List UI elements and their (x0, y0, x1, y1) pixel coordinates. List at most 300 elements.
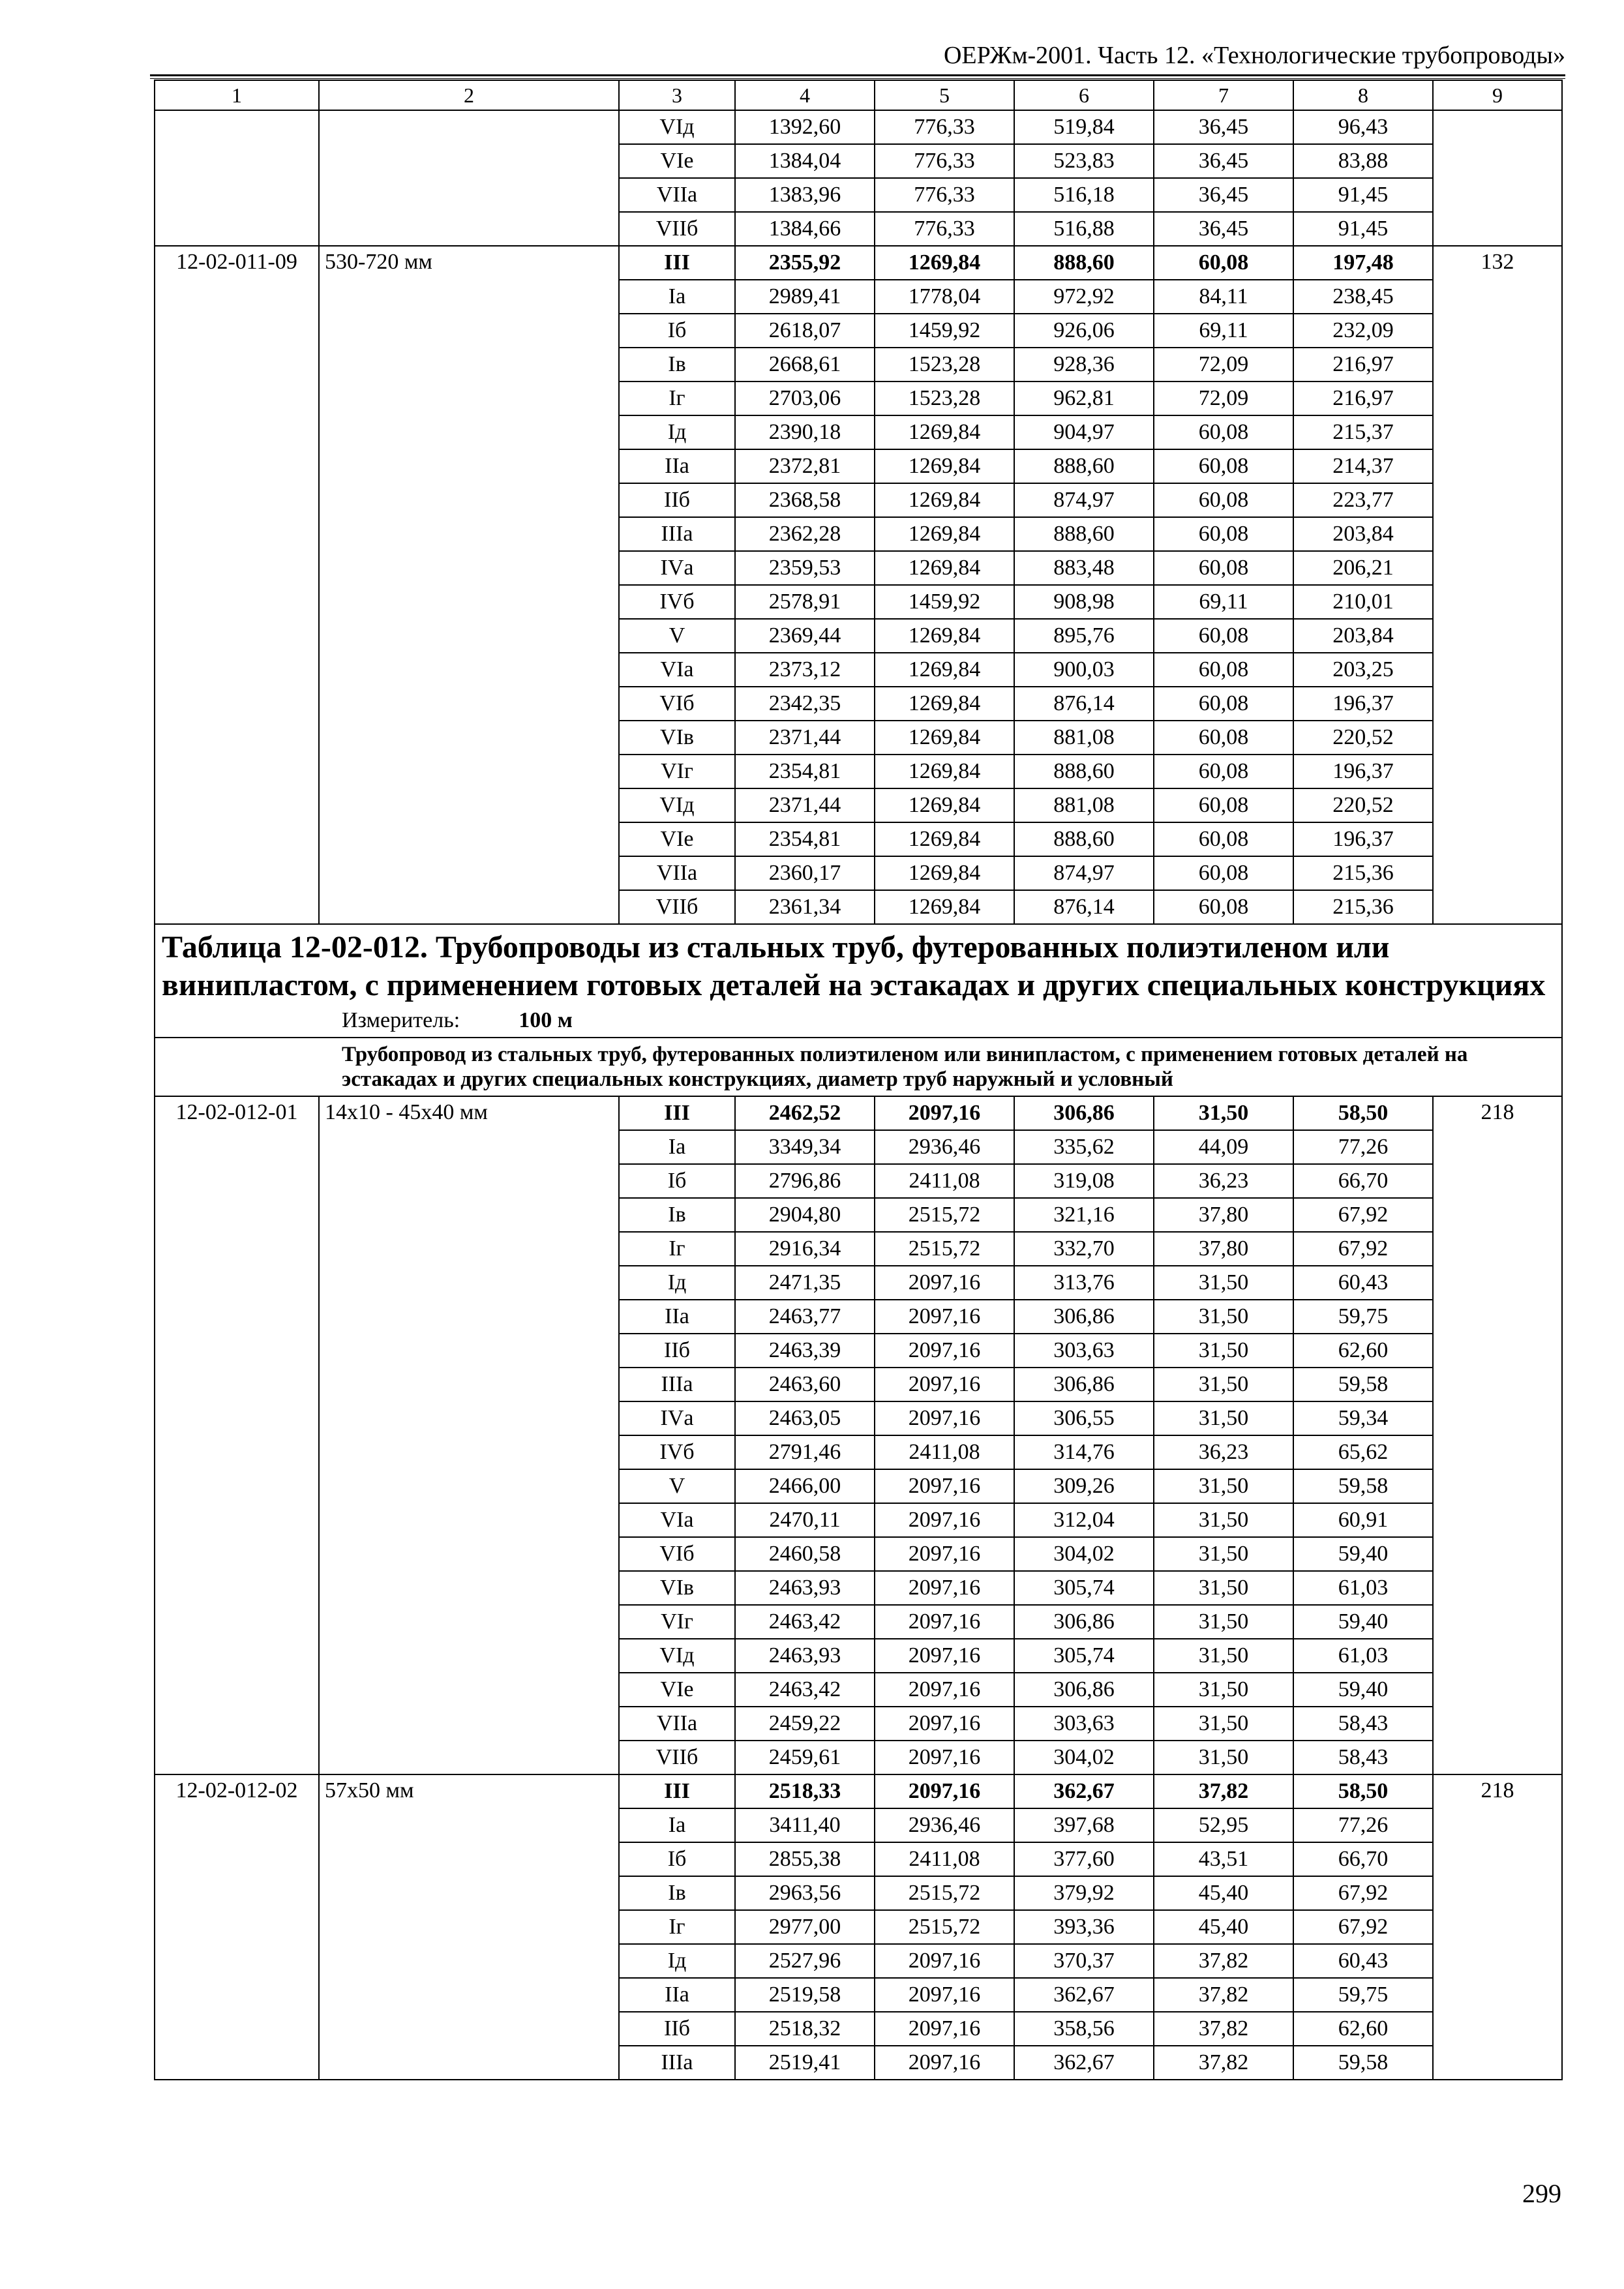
cost-value: 31,50 (1154, 1707, 1293, 1741)
header-rule (150, 74, 1565, 76)
cost-value: 516,18 (1014, 178, 1154, 212)
cost-value: 91,45 (1293, 212, 1433, 246)
cost-value: 31,50 (1154, 1096, 1293, 1130)
cost-value: 776,33 (875, 178, 1014, 212)
zone-code: Iд (619, 1266, 735, 1300)
table-row (155, 110, 1562, 144)
zone-code: Iг (619, 1232, 735, 1266)
cost-value: 2411,08 (875, 1435, 1014, 1469)
cost-value: 2515,72 (875, 1198, 1014, 1232)
cost-value: 900,03 (1014, 653, 1154, 687)
zone-code: IIIа (619, 517, 735, 551)
cost-value: 60,08 (1154, 653, 1293, 687)
zone-code: IVа (619, 1401, 735, 1435)
cost-value: 2097,16 (875, 1978, 1014, 2012)
zone-code: IIа (619, 1300, 735, 1334)
zone-code: III (619, 246, 735, 280)
cost-value: 904,97 (1014, 415, 1154, 449)
cost-value: 2097,16 (875, 1096, 1014, 1130)
cost-value: 31,50 (1154, 1741, 1293, 1774)
cost-value: 67,92 (1293, 1232, 1433, 1266)
cost-value: 66,70 (1293, 1164, 1433, 1198)
zone-code: VIд (619, 1639, 735, 1673)
meter-line (162, 1004, 1555, 1037)
cost-value: 58,50 (1293, 1096, 1433, 1130)
meter-unit: 100 м (519, 1008, 573, 1032)
cost-value: 776,33 (875, 212, 1014, 246)
cost-value: 928,36 (1014, 348, 1154, 382)
cost-value: 60,08 (1154, 822, 1293, 856)
zone-code: VIб (619, 1537, 735, 1571)
zone-code: Iб (619, 314, 735, 348)
cost-value: 83,88 (1293, 144, 1433, 178)
cost-value: 2519,41 (735, 2046, 875, 2080)
table-row (155, 1096, 1562, 1130)
cost-value: 60,91 (1293, 1503, 1433, 1537)
header-rule-thin (150, 78, 1565, 79)
cost-value: 66,70 (1293, 1842, 1433, 1876)
cost-value: 2463,39 (735, 1334, 875, 1368)
cost-value: 31,50 (1154, 1334, 1293, 1368)
cost-value: 62,60 (1293, 2012, 1433, 2046)
table-row (155, 1774, 1562, 1808)
cost-value: 31,50 (1154, 1639, 1293, 1673)
cost-value: 60,08 (1154, 619, 1293, 653)
cost-value: 31,50 (1154, 1537, 1293, 1571)
cost-value: 59,40 (1293, 1537, 1433, 1571)
cost-value: 883,48 (1014, 551, 1154, 585)
zone-code: VIг (619, 1605, 735, 1639)
cost-value: 305,74 (1014, 1639, 1154, 1673)
cost-value: 2791,46 (735, 1435, 875, 1469)
cost-value: 2466,00 (735, 1469, 875, 1503)
labor-value: 218 (1433, 1096, 1562, 1774)
cost-value: 232,09 (1293, 314, 1433, 348)
cost-value: 36,45 (1154, 110, 1293, 144)
zone-code: VIг (619, 755, 735, 788)
cost-value: 2977,00 (735, 1910, 875, 1944)
cost-value: 60,08 (1154, 517, 1293, 551)
zone-code: VIIб (619, 1741, 735, 1774)
cost-value: 69,11 (1154, 314, 1293, 348)
cost-value: 45,40 (1154, 1910, 1293, 1944)
cost-value: 59,34 (1293, 1401, 1433, 1435)
cost-value: 2515,72 (875, 1910, 1014, 1944)
cost-value: 58,43 (1293, 1707, 1433, 1741)
zone-code: IVа (619, 551, 735, 585)
zone-code: Iг (619, 1910, 735, 1944)
cost-value: 962,81 (1014, 382, 1154, 415)
cost-value: 874,97 (1014, 483, 1154, 517)
cost-value: 220,52 (1293, 788, 1433, 822)
zone-code: V (619, 619, 735, 653)
table-title-row (155, 924, 1562, 1038)
rates-table (154, 80, 1563, 2080)
cost-value: 31,50 (1154, 1673, 1293, 1707)
cost-value: 2362,28 (735, 517, 875, 551)
cost-value: 67,92 (1293, 1876, 1433, 1910)
cost-value: 319,08 (1014, 1164, 1154, 1198)
cost-value: 2097,16 (875, 1639, 1014, 1673)
cost-value: 31,50 (1154, 1469, 1293, 1503)
cost-value: 881,08 (1014, 721, 1154, 755)
cost-value: 77,26 (1293, 1808, 1433, 1842)
cost-value: 306,86 (1014, 1605, 1154, 1639)
cost-value: 2097,16 (875, 2046, 1014, 2080)
zone-code: IIIа (619, 2046, 735, 2080)
cost-value: 206,21 (1293, 551, 1433, 585)
cost-value: 1459,92 (875, 314, 1014, 348)
cost-value: 2462,52 (735, 1096, 875, 1130)
cost-value: 215,36 (1293, 856, 1433, 890)
cost-value: 60,08 (1154, 687, 1293, 721)
zone-code: VIа (619, 1503, 735, 1537)
cost-value: 2459,22 (735, 1707, 875, 1741)
cost-value: 332,70 (1014, 1232, 1154, 1266)
cost-value: 362,67 (1014, 1774, 1154, 1808)
cost-value: 2097,16 (875, 1605, 1014, 1639)
zone-code: IIб (619, 2012, 735, 2046)
cost-value: 2097,16 (875, 1944, 1014, 1978)
cost-value: 926,06 (1014, 314, 1154, 348)
zone-code: Iа (619, 280, 735, 314)
cost-value: 2916,34 (735, 1232, 875, 1266)
cost-value: 362,67 (1014, 1978, 1154, 2012)
cost-value: 60,08 (1154, 856, 1293, 890)
cost-value: 2463,77 (735, 1300, 875, 1334)
cost-value: 214,37 (1293, 449, 1433, 483)
cost-value: 59,58 (1293, 1368, 1433, 1401)
cost-value: 60,08 (1154, 721, 1293, 755)
cost-value: 2097,16 (875, 1774, 1014, 1808)
cost-value: 203,84 (1293, 517, 1433, 551)
cost-value: 59,58 (1293, 1469, 1433, 1503)
zone-code: Iв (619, 348, 735, 382)
cost-value: 1269,84 (875, 822, 1014, 856)
cost-value: 2470,11 (735, 1503, 875, 1537)
cost-value: 91,45 (1293, 178, 1433, 212)
zone-code: VIб (619, 687, 735, 721)
column-number: 6 (1014, 80, 1154, 110)
rate-description (319, 110, 619, 246)
running-title: ОЕРЖм-2001. Часть 12. «Технологические трубопроводы» (943, 42, 1565, 69)
cost-value: 43,51 (1154, 1842, 1293, 1876)
cost-value: 2097,16 (875, 1334, 1014, 1368)
cost-value: 1459,92 (875, 585, 1014, 619)
cost-value: 3349,34 (735, 1130, 875, 1164)
cost-value: 2354,81 (735, 755, 875, 788)
cost-value: 2527,96 (735, 1944, 875, 1978)
cost-value: 2372,81 (735, 449, 875, 483)
cost-value: 1269,84 (875, 755, 1014, 788)
cost-value: 59,58 (1293, 2046, 1433, 2080)
zone-code: IVб (619, 1435, 735, 1469)
zone-code: VIIа (619, 178, 735, 212)
cost-value: 215,37 (1293, 415, 1433, 449)
cost-value: 1269,84 (875, 856, 1014, 890)
rate-code (155, 110, 319, 246)
cost-value: 895,76 (1014, 619, 1154, 653)
zone-code: IIа (619, 449, 735, 483)
cost-value: 304,02 (1014, 1537, 1154, 1571)
zone-code: Iб (619, 1164, 735, 1198)
cost-value: 306,86 (1014, 1300, 1154, 1334)
cost-value: 196,37 (1293, 822, 1433, 856)
zone-code: III (619, 1774, 735, 1808)
zone-code: Iа (619, 1808, 735, 1842)
cost-value: 2411,08 (875, 1164, 1014, 1198)
cost-value: 2097,16 (875, 1707, 1014, 1741)
cost-value: 59,40 (1293, 1673, 1433, 1707)
column-number: 9 (1433, 80, 1562, 110)
cost-value: 881,08 (1014, 788, 1154, 822)
cost-value: 2097,16 (875, 1469, 1014, 1503)
cost-value: 72,09 (1154, 348, 1293, 382)
cost-value: 321,16 (1014, 1198, 1154, 1232)
cost-value: 37,82 (1154, 1944, 1293, 1978)
zone-code: IIа (619, 1978, 735, 2012)
cost-value: 31,50 (1154, 1571, 1293, 1605)
labor-value (1433, 110, 1562, 246)
cost-value: 1269,84 (875, 517, 1014, 551)
cost-value: 197,48 (1293, 246, 1433, 280)
cost-value: 31,50 (1154, 1605, 1293, 1639)
cost-value: 1269,84 (875, 619, 1014, 653)
cost-value: 210,01 (1293, 585, 1433, 619)
cost-value: 220,52 (1293, 721, 1433, 755)
cost-value: 2518,32 (735, 2012, 875, 2046)
cost-value: 58,50 (1293, 1774, 1433, 1808)
cost-value: 776,33 (875, 144, 1014, 178)
cost-value: 397,68 (1014, 1808, 1154, 1842)
labor-value: 218 (1433, 1774, 1562, 2080)
cost-value: 2668,61 (735, 348, 875, 382)
cost-value: 516,88 (1014, 212, 1154, 246)
cost-value: 31,50 (1154, 1300, 1293, 1334)
cost-value: 62,60 (1293, 1334, 1433, 1368)
cost-value: 2963,56 (735, 1876, 875, 1910)
zone-code: Iб (619, 1842, 735, 1876)
cost-value: 31,50 (1154, 1266, 1293, 1300)
cost-value: 2359,53 (735, 551, 875, 585)
cost-value: 31,50 (1154, 1503, 1293, 1537)
cost-value: 60,43 (1293, 1944, 1433, 1978)
cost-value: 45,40 (1154, 1876, 1293, 1910)
zone-code: VIe (619, 144, 735, 178)
cost-value: 2097,16 (875, 1401, 1014, 1435)
cost-value: 2904,80 (735, 1198, 875, 1232)
rate-description: 57х50 мм (319, 1774, 619, 2080)
cost-value: 44,09 (1154, 1130, 1293, 1164)
cost-value: 31,50 (1154, 1368, 1293, 1401)
column-number: 5 (875, 80, 1014, 110)
cost-value: 2463,60 (735, 1368, 875, 1401)
meter-label: Измеритель: (342, 1008, 460, 1032)
labor-value: 132 (1433, 246, 1562, 924)
cost-value: 37,82 (1154, 1774, 1293, 1808)
cost-value: 31,50 (1154, 1401, 1293, 1435)
cost-value: 1384,66 (735, 212, 875, 246)
rate-code: 12-02-012-01 (155, 1096, 319, 1774)
column-number-row (155, 80, 1562, 110)
cost-value: 2855,38 (735, 1842, 875, 1876)
zone-code: Iг (619, 382, 735, 415)
rate-code: 12-02-012-02 (155, 1774, 319, 2080)
cost-value: 203,84 (1293, 619, 1433, 653)
cost-value: 1269,84 (875, 415, 1014, 449)
cost-value: 2618,07 (735, 314, 875, 348)
zone-code: VIe (619, 1673, 735, 1707)
cost-value: 238,45 (1293, 280, 1433, 314)
cost-value: 36,23 (1154, 1164, 1293, 1198)
cost-value: 362,67 (1014, 2046, 1154, 2080)
cost-value: 1269,84 (875, 449, 1014, 483)
cost-value: 37,80 (1154, 1198, 1293, 1232)
cost-value: 2342,35 (735, 687, 875, 721)
cost-value: 2390,18 (735, 415, 875, 449)
cost-value: 523,83 (1014, 144, 1154, 178)
rate-description: 14х10 - 45х40 мм (319, 1096, 619, 1774)
cost-value: 60,08 (1154, 246, 1293, 280)
cost-value: 309,26 (1014, 1469, 1154, 1503)
cost-value: 2936,46 (875, 1130, 1014, 1164)
zone-code: Iв (619, 1876, 735, 1910)
cost-value: 37,82 (1154, 2012, 1293, 2046)
cost-value: 314,76 (1014, 1435, 1154, 1469)
cost-value: 60,08 (1154, 890, 1293, 924)
table-title-cell (155, 924, 1562, 1038)
cost-value: 2371,44 (735, 788, 875, 822)
cost-value: 215,36 (1293, 890, 1433, 924)
cost-value: 1269,84 (875, 246, 1014, 280)
zone-code: IVб (619, 585, 735, 619)
cost-value: 2463,05 (735, 1401, 875, 1435)
rate-description: 530-720 мм (319, 246, 619, 924)
cost-value: 59,75 (1293, 1300, 1433, 1334)
zone-code: VIв (619, 721, 735, 755)
cost-value: 60,08 (1154, 483, 1293, 517)
cost-value: 306,86 (1014, 1096, 1154, 1130)
zone-code: Iд (619, 1944, 735, 1978)
cost-value: 2463,93 (735, 1571, 875, 1605)
cost-value: 2411,08 (875, 1842, 1014, 1876)
cost-value: 2463,42 (735, 1605, 875, 1639)
table-row (155, 246, 1562, 280)
cost-value: 393,36 (1014, 1910, 1154, 1944)
zone-code: III (619, 1096, 735, 1130)
cost-value: 196,37 (1293, 687, 1433, 721)
cost-value: 2463,93 (735, 1639, 875, 1673)
zone-code: VIIб (619, 212, 735, 246)
cost-value: 216,97 (1293, 382, 1433, 415)
cost-value: 519,84 (1014, 110, 1154, 144)
cost-value: 1383,96 (735, 178, 875, 212)
column-number: 2 (319, 80, 619, 110)
cost-value: 1778,04 (875, 280, 1014, 314)
cost-value: 2355,92 (735, 246, 875, 280)
cost-value: 2373,12 (735, 653, 875, 687)
cost-value: 2097,16 (875, 1571, 1014, 1605)
cost-value: 2097,16 (875, 1741, 1014, 1774)
cost-value: 379,92 (1014, 1876, 1154, 1910)
cost-value: 60,08 (1154, 755, 1293, 788)
cost-value: 2515,72 (875, 1876, 1014, 1910)
cost-value: 2459,61 (735, 1741, 875, 1774)
cost-value: 377,60 (1014, 1842, 1154, 1876)
cost-value: 888,60 (1014, 517, 1154, 551)
cost-value: 59,75 (1293, 1978, 1433, 2012)
cost-value: 84,11 (1154, 280, 1293, 314)
column-number: 1 (155, 80, 319, 110)
cost-value: 2471,35 (735, 1266, 875, 1300)
table-title: Таблица 12-02-012. Трубопроводы из стальных труб, футерованных полиэтиленом или винипластом, с применением готовых деталей на эстакадах и других специальных конструкциях (162, 930, 1546, 1002)
cost-value: 2097,16 (875, 1673, 1014, 1707)
cost-value: 370,37 (1014, 1944, 1154, 1978)
cost-value: 60,43 (1293, 1266, 1433, 1300)
cost-value: 888,60 (1014, 246, 1154, 280)
cost-value: 2519,58 (735, 1978, 875, 2012)
cost-value: 1523,28 (875, 348, 1014, 382)
cost-value: 303,63 (1014, 1707, 1154, 1741)
zone-code: IIIа (619, 1368, 735, 1401)
cost-value: 60,08 (1154, 415, 1293, 449)
cost-value: 61,03 (1293, 1571, 1433, 1605)
cost-value: 1269,84 (875, 551, 1014, 585)
section-heading: Трубопровод из стальных труб, футерованных полиэтиленом или винипластом, с применением готовых деталей на эстакадах и других специальных конструкциях, диаметр труб наружный и условный (155, 1038, 1562, 1096)
cost-value: 888,60 (1014, 755, 1154, 788)
column-number: 7 (1154, 80, 1293, 110)
rate-code: 12-02-011-09 (155, 246, 319, 924)
cost-value: 2368,58 (735, 483, 875, 517)
cost-value: 1269,84 (875, 653, 1014, 687)
zone-code: IIб (619, 1334, 735, 1368)
cost-value: 2371,44 (735, 721, 875, 755)
column-number: 8 (1293, 80, 1433, 110)
cost-value: 96,43 (1293, 110, 1433, 144)
cost-value: 2097,16 (875, 1503, 1014, 1537)
cost-value: 2097,16 (875, 1300, 1014, 1334)
page-number: 299 (1522, 2179, 1561, 2208)
cost-value: 36,23 (1154, 1435, 1293, 1469)
zone-code: Iв (619, 1198, 735, 1232)
cost-value: 65,62 (1293, 1435, 1433, 1469)
cost-value: 2936,46 (875, 1808, 1014, 1842)
zone-code: IIб (619, 483, 735, 517)
column-number: 3 (619, 80, 735, 110)
cost-value: 306,86 (1014, 1368, 1154, 1401)
cost-value: 908,98 (1014, 585, 1154, 619)
cost-value: 2097,16 (875, 1368, 1014, 1401)
cost-value: 1392,60 (735, 110, 875, 144)
cost-value: 60,08 (1154, 788, 1293, 822)
cost-value: 2518,33 (735, 1774, 875, 1808)
cost-value: 358,56 (1014, 2012, 1154, 2046)
cost-value: 1269,84 (875, 788, 1014, 822)
zone-code: V (619, 1469, 735, 1503)
cost-value: 2360,17 (735, 856, 875, 890)
cost-value: 59,40 (1293, 1605, 1433, 1639)
section-row (155, 1038, 1562, 1096)
cost-value: 52,95 (1154, 1808, 1293, 1842)
cost-value: 60,08 (1154, 449, 1293, 483)
cost-value: 2097,16 (875, 1266, 1014, 1300)
cost-value: 36,45 (1154, 178, 1293, 212)
cost-value: 77,26 (1293, 1130, 1433, 1164)
cost-value: 313,76 (1014, 1266, 1154, 1300)
cost-value: 36,45 (1154, 144, 1293, 178)
cost-value: 58,43 (1293, 1741, 1433, 1774)
cost-value: 223,77 (1293, 483, 1433, 517)
